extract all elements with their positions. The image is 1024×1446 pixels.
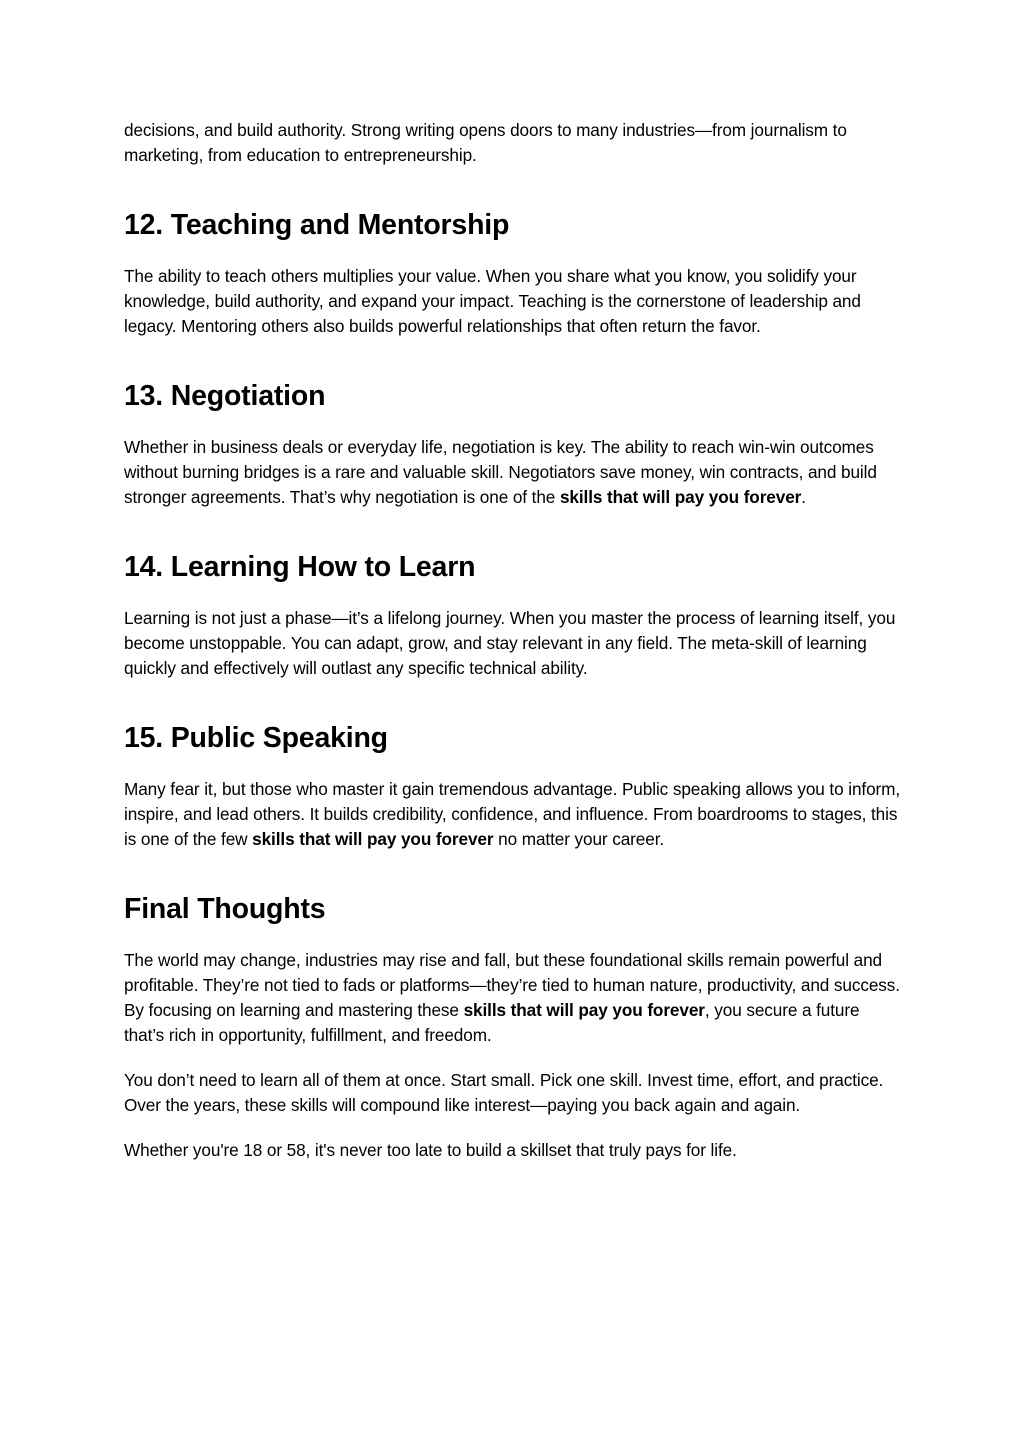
- paragraph-text-end: , you secure a future that’s rich in opportunity, fulfillment, and freedom.: [124, 1000, 860, 1045]
- final-paragraph-1: [124, 948, 904, 1048]
- paragraph-text: Learning is not just a phase—it’s a lifelong journey. When you master the process of learning itself, you become unstoppable. You can adapt, grow, and stay relevant in any field. The meta-skill of learning quickly and effectively will outlast any specific technical ability.: [124, 608, 896, 678]
- document-page: [124, 118, 904, 1163]
- section-heading-teaching: 12. Teaching and Mentorship: [124, 209, 510, 241]
- bold-phrase: skills that will pay you forever: [463, 1000, 705, 1020]
- final-thoughts-heading: Final Thoughts: [124, 893, 326, 925]
- section-heading-learning: 14. Learning How to Learn: [124, 551, 476, 583]
- paragraph-text-end: .: [801, 487, 806, 507]
- final-paragraph-3: Whether you're 18 or 58, it's never too late to build a skillset that truly pays for life.: [124, 1140, 737, 1160]
- section-paragraph-learning: [124, 606, 904, 681]
- section-paragraph-negotiation: [124, 435, 904, 510]
- paragraph-text: The ability to teach others multiplies your value. When you share what you know, you solidify your knowledge, build authority, and expand your impact. Teaching is the cornerstone of leadership and legacy. Mentoring others also builds powerful relationships that often return the favor.: [124, 266, 861, 336]
- paragraph-text-end: no matter your career.: [493, 829, 665, 849]
- paragraph-text: Whether in business deals or everyday life, negotiation is key. The ability to reach win-win outcomes without burning bridges is a rare and valuable skill. Negotiators save money, win contracts, and build stronger agreements. That’s why negotiation is one of the: [124, 437, 877, 507]
- paragraph-text: Many fear it, but those who master it gain tremendous advantage. Public speaking allows you to inform, inspire, and lead others. It builds credibility, confidence, and influence. From boardrooms to stages, this is one of the few: [124, 779, 901, 849]
- paragraph-text: The world may change, industries may rise and fall, but these foundational skills remain powerful and profitable. They’re not tied to fads or platforms—they’re tied to human nature, productivity, and success. By focusing on learning and mastering these: [124, 950, 900, 1020]
- final-paragraph-2: You don’t need to learn all of them at once. Start small. Pick one skill. Invest time, effort, and practice. Over the years, these skills will compound like interest—paying you back again and again.: [124, 1070, 884, 1115]
- section-paragraph-public-speaking: [124, 777, 904, 852]
- intro-paragraph: decisions, and build authority. Strong writing opens doors to many industries—from journalism to marketing, from education to entrepreneurship.: [124, 120, 847, 165]
- section-paragraph-teaching: [124, 264, 904, 339]
- section-heading-public-speaking: 15. Public Speaking: [124, 722, 388, 754]
- bold-phrase: skills that will pay you forever: [252, 829, 494, 849]
- bold-phrase: skills that will pay you forever: [559, 487, 802, 507]
- section-heading-negotiation: 13. Negotiation: [124, 380, 326, 412]
